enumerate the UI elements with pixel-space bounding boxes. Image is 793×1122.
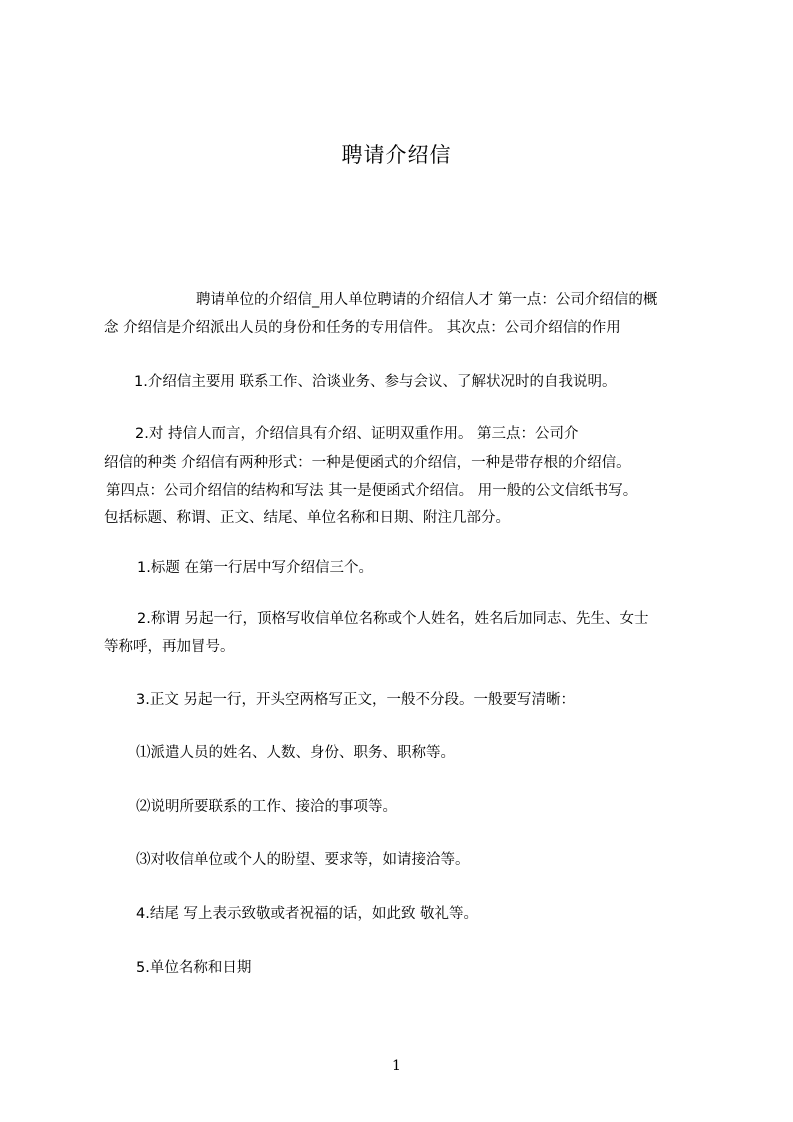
page-number: 1: [392, 1058, 401, 1074]
body-line-9: 2.称谓 另起一行，顶格写收信单位名称或个人姓名，姓名后加同志、先生、女士: [137, 611, 649, 627]
body-line-3: 1.介绍信主要用 联系工作、洽谈业务、参与会议、了解状况时的自我说明。: [134, 374, 617, 390]
body-line-4: 2.对 持信人而言，介绍信具有介绍、证明双重作用。 第三点：公司介: [135, 426, 579, 442]
body-line-12: ⑴派遣人员的姓名、人数、身份、职务、职称等。: [136, 745, 455, 761]
body-line-13: ⑵说明所要联系的工作、接洽的事项等。: [136, 799, 397, 815]
body-line-7: 包括标题、称谓、正文、结尾、单位名称和日期、附注几部分。: [104, 510, 510, 526]
body-line-8: 1.标题 在第一行居中写介绍信三个。: [137, 560, 373, 576]
body-line-6: 第四点：公司介绍信的结构和写法 其一是便函式介绍信。 用一般的公文信纸书写。: [106, 483, 638, 499]
body-line-14: ⑶对收信单位或个人的盼望、要求等，如请接洽等。: [136, 852, 470, 868]
body-line-11: 3.正文 另起一行，开头空两格写正文，一般不分段。一般要写清晰：: [136, 692, 575, 708]
body-line-1: 聘请单位的介绍信_用人单位聘请的介绍信人才 第一点：公司介绍信的概: [196, 292, 658, 308]
body-line-10: 等称呼，再加冒号。: [104, 639, 235, 655]
body-line-15: 4.结尾 写上表示致敬或者祝福的话，如此致 敬礼等。: [136, 906, 479, 922]
body-line-2: 念 介绍信是介绍派出人员的身份和任务的专用信件。 其次点：公司介绍信的作用: [104, 320, 621, 336]
body-line-16: 5.单位名称和日期: [136, 960, 252, 976]
document-title: 聘请介绍信: [341, 143, 452, 167]
body-line-5: 绍信的种类 介绍信有两种形式：一种是便函式的介绍信，一种是带存根的介绍信。: [104, 455, 631, 471]
